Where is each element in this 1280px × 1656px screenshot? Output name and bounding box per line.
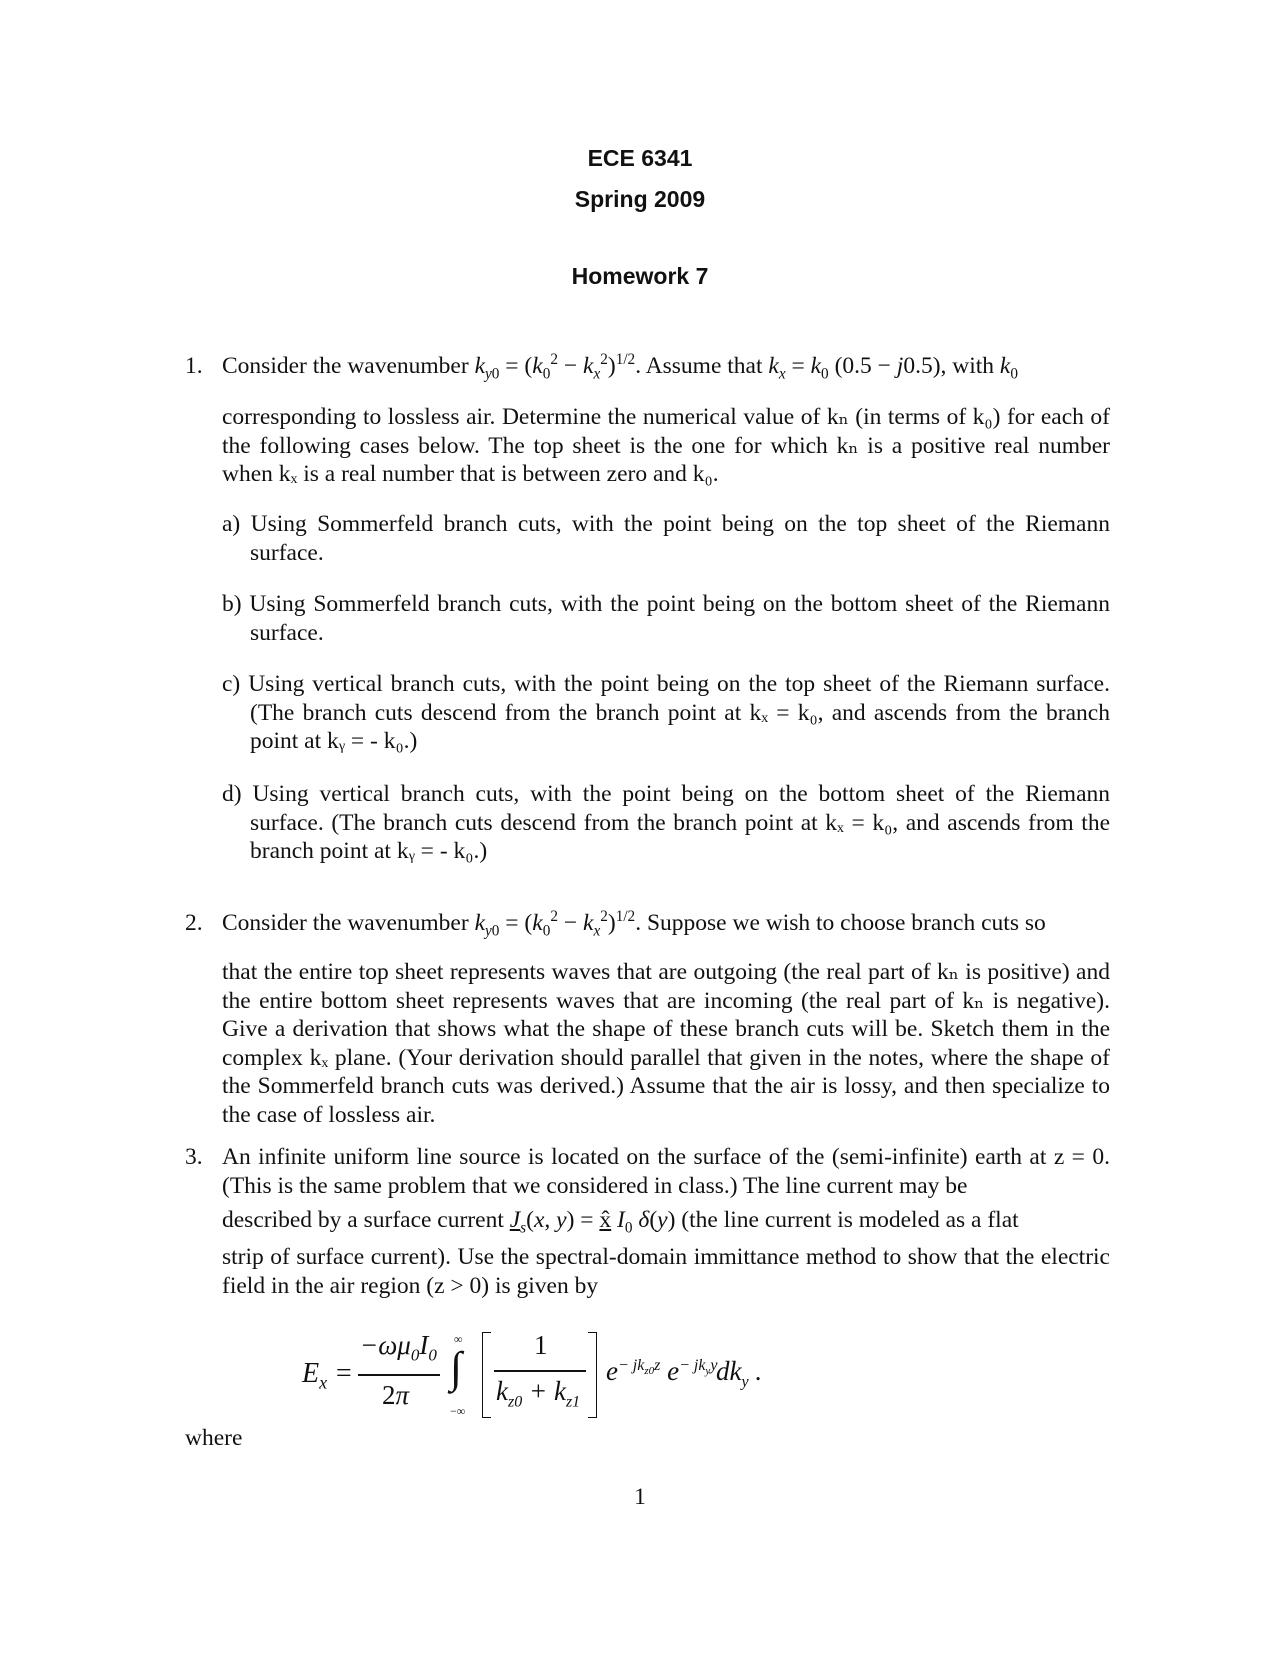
q1-part-a: a) Using Sommerfeld branch cuts, with the point being on the top sheet of the Riemann surface. (222, 511, 1110, 566)
q3-line3b: (the line current is modeled as a flat (681, 1207, 1019, 1233)
q1-intro-a: Consider the wavenumber (222, 353, 469, 379)
kx-formula: $k_x = k_0$ (0.5 − j0.5) (768, 353, 941, 383)
course-code: ECE 6341 (587, 145, 693, 171)
q3-line3a: described by a surface current (222, 1207, 504, 1233)
q2-intro-b: . Suppose we wish to choose branch cuts so (635, 910, 1046, 936)
q1-part-d: d) Using vertical branch cuts, with the point being on the bottom sheet of the Riemann surface. (The branch cuts descend from the branch point at kₓ = k₀, and ascends from the branch point at kᵧ = - k₀.) (222, 781, 1110, 865)
q2-number: 2. (185, 910, 203, 936)
q1-part-b: b) Using Sommerfeld branch cuts, with the point being on the bottom sheet of the Riemann surface. (222, 591, 1110, 646)
q3-current-line (222, 1206, 1110, 1235)
q3-paragraph-1: An infinite uniform line source is located on the surface of the (semi-infinite) earth at z = 0. (This is the same problem that we considered in class.) The line current may be (222, 1144, 1110, 1199)
q1-intro-b: . Assume that (635, 353, 763, 379)
page-number: 1 (634, 1484, 646, 1510)
where-label: where (185, 1425, 243, 1451)
q1-part-c: c) Using vertical branch cuts, with the point being on the top sheet of the Riemann surface. (The branch cuts descend from the branch point at kₓ = k₀, and ascends from the branch point at kᵧ = - k₀.) (222, 671, 1110, 755)
q2-first-line (222, 909, 1110, 938)
kyo-formula: $k_{y0} = (k_0^2 - k_x^2)^{1/2}$ (474, 351, 636, 383)
q2-kyo-formula: $k_{y0} = (k_0^2 - k_x^2)^{1/2}$ (474, 908, 636, 940)
q1-intro-c: , with (940, 353, 995, 379)
term: Spring 2009 (574, 186, 706, 212)
surface-current-formula: $J_s(x$, y) = x̂ $I_0$ δ(y) (509, 1207, 676, 1237)
q1-number: 1. (185, 353, 203, 379)
q1-paragraph: corresponding to lossless air. Determine the numerical value of kₙ (in terms of k₀) for each of the following cases below. The top sheet is the one for which kₙ is a positive real number when kₓ is a real number that is between zero and k₀. (222, 404, 1110, 488)
q2-paragraph: that the entire top sheet represents waves that are outgoing (the real part of kₙ is positive) and the entire bottom sheet represents waves that are incoming (the real part of kₙ is negative). Give a derivation that shows what the shape of these branch cuts will be. Sketch them in the complex kₓ plane. (Your derivation should parallel that given in the notes, where the shape of the Sommerfeld branch cuts was derived.) Assume that the air is lossy, and then specialize to the case of lossless air. (222, 959, 1110, 1128)
q3-paragraph-2: strip of surface current). Use the spectral-domain immittance method to show that the electric field in the air region (z > 0) is given by (222, 1244, 1110, 1299)
q3-number: 3. (185, 1144, 203, 1170)
q1-first-line: Consider the wavenumber $k_{y0} = (k_0^2 - k_x^2)^{1/2}$. Assume that $k_x = k_0$ (0.5 − j0.5), with $k_0$ (222, 351, 1018, 383)
ex-equation: $E_x$ = $-\omega\mu_0I_0$ 2π ∞ ∫ −∞ 1 $k_{z0} + k_{z1}$ $e^{- jk_{z0}z}$ $e^{- jk_yy}$ $dk_y$ . (302, 1330, 763, 1418)
homework-title: Homework 7 (571, 263, 709, 289)
q2-intro-a: Consider the wavenumber (222, 910, 469, 936)
